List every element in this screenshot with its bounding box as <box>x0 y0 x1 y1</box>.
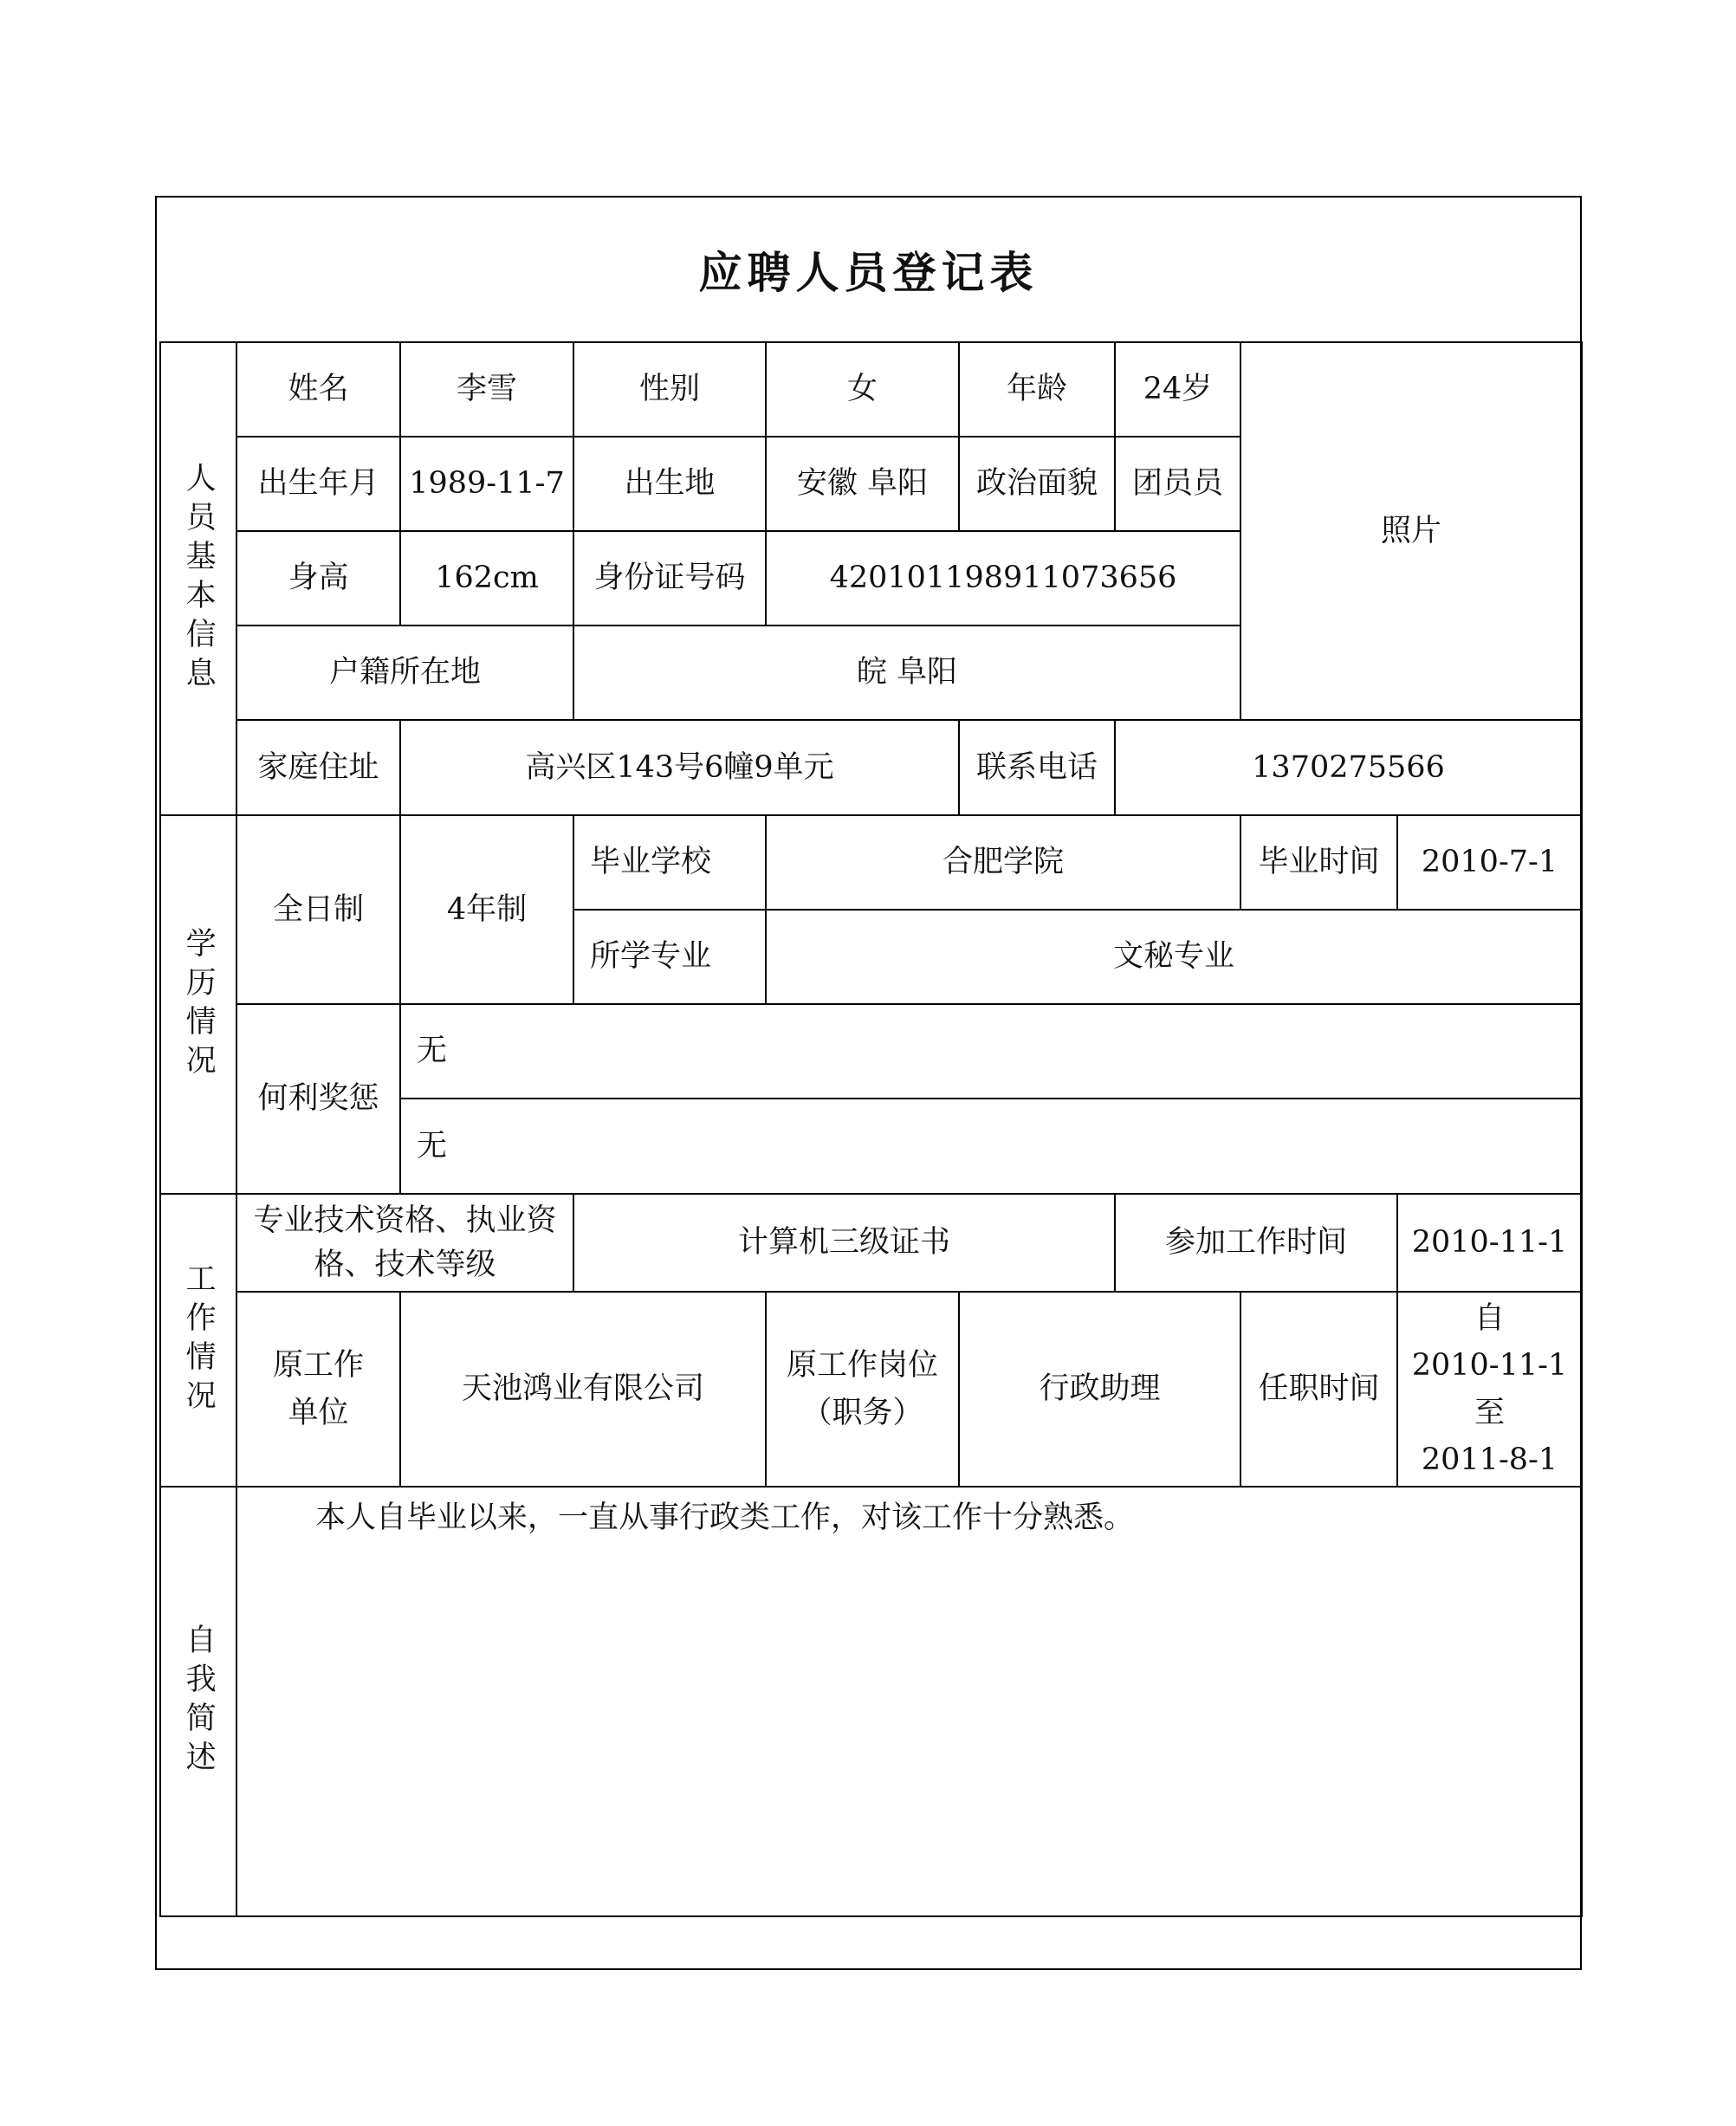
phone-value: 1370275566 <box>1115 720 1582 815</box>
age-value: 24岁 <box>1115 342 1240 437</box>
tenure-to-date: 2011-8-1 <box>1421 1442 1558 1477</box>
study-type: 全日制 <box>236 815 400 1004</box>
birthplace-label: 出生地 <box>573 437 766 531</box>
political-value: 团员员 <box>1115 437 1240 531</box>
name-label: 姓名 <box>236 342 400 437</box>
tenure-from-date: 2010-11-1 <box>1411 1348 1568 1384</box>
prev-post-label-line2: （职务） <box>801 1395 923 1430</box>
prev-unit-label-line2: 单位 <box>288 1395 349 1430</box>
tenure-label: 任职时间 <box>1240 1292 1397 1487</box>
qualification-label-line1: 专业技术资格、执业资 <box>253 1202 557 1238</box>
section-work: 工作情况 <box>160 1194 236 1487</box>
birth-label: 出生年月 <box>236 437 400 531</box>
tenure-to-word: 至 <box>1474 1395 1506 1430</box>
grad-time-value: 2010-7-1 <box>1397 815 1582 910</box>
id-value: 420101198911073656 <box>766 531 1240 625</box>
prev-post-value: 行政助理 <box>959 1292 1240 1487</box>
section-education: 学历情况 <box>160 815 236 1194</box>
tenure-from-word: 自 <box>1474 1301 1506 1336</box>
major-label: 所学专业 <box>573 910 766 1004</box>
work-start-label: 参加工作时间 <box>1115 1194 1397 1292</box>
school-label: 毕业学校 <box>573 815 766 910</box>
prev-post-label <box>766 1292 959 1487</box>
award-line-1: 无 <box>400 1004 1582 1099</box>
name-value: 李雪 <box>400 342 573 437</box>
prev-unit-value: 天池鸿业有限公司 <box>400 1292 766 1487</box>
id-label: 身份证号码 <box>573 531 766 625</box>
award-line-2: 无 <box>400 1099 1582 1194</box>
awards-label: 何利奖惩 <box>236 1004 400 1194</box>
address-label: 家庭住址 <box>236 720 400 815</box>
hukou-value: 皖 阜阳 <box>573 625 1240 720</box>
photo-box: 照片 <box>1240 342 1582 720</box>
section-self-description: 自我简述 <box>160 1487 236 1916</box>
qualification-label <box>236 1194 573 1292</box>
gender-label: 性别 <box>573 342 766 437</box>
height-label: 身高 <box>236 531 400 625</box>
qualification-value: 计算机三级证书 <box>573 1194 1115 1292</box>
grad-time-label: 毕业时间 <box>1240 815 1397 910</box>
qualification-label-line2: 格、技术等级 <box>314 1247 496 1282</box>
section-basic-info: 人员基本信息 <box>160 342 236 815</box>
phone-label: 联系电话 <box>959 720 1115 815</box>
prev-post-label-line1: 原工作岗位 <box>786 1348 938 1384</box>
prev-unit-label <box>236 1292 400 1487</box>
form-title: 应聘人员登记表 <box>698 248 1039 298</box>
birth-value: 1989-11-7 <box>400 437 573 531</box>
registration-table <box>159 341 1583 1917</box>
age-label: 年龄 <box>959 342 1115 437</box>
school-value: 合肥学院 <box>766 815 1240 910</box>
self-description-text: 本人自毕业以来，一直从事行政类工作，对该工作十分熟悉。 <box>236 1487 1582 1916</box>
hukou-label: 户籍所在地 <box>236 625 573 720</box>
gender-value: 女 <box>766 342 959 437</box>
political-label: 政治面貌 <box>959 437 1115 531</box>
tenure-value <box>1397 1292 1582 1487</box>
work-start-value: 2010-11-1 <box>1397 1194 1582 1292</box>
birthplace-value: 安徽 阜阳 <box>766 437 959 531</box>
prev-unit-label-line1: 原工作 <box>272 1348 364 1384</box>
height-value: 162cm <box>400 531 573 625</box>
address-value: 高兴区143号6幢9单元 <box>400 720 959 815</box>
study-years: 4年制 <box>400 815 573 1004</box>
major-value: 文秘专业 <box>766 910 1582 1004</box>
